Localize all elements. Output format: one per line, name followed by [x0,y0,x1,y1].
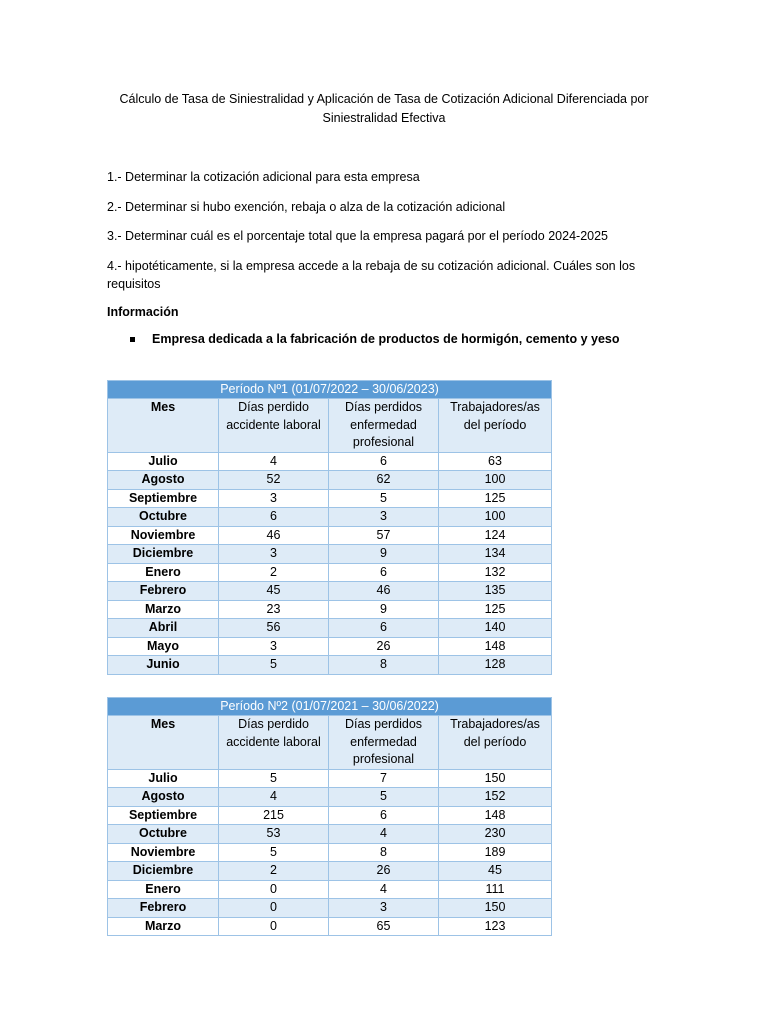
cell-trabajadores: 140 [439,619,552,638]
cell-trabajadores: 189 [439,843,552,862]
cell-accidente: 5 [219,656,329,675]
table-row [108,526,552,545]
cell-trabajadores: 100 [439,471,552,490]
cell-trabajadores: 45 [439,862,552,881]
cell-mes: Marzo [108,600,219,619]
cell-mes: Febrero [108,582,219,601]
cell-mes: Julio [108,769,219,788]
cell-mes: Mayo [108,637,219,656]
table-row [108,806,552,825]
cell-accidente: 45 [219,582,329,601]
header-accidente: Días perdido accidente laboral [219,399,329,453]
question-4: 4.- hipotéticamente, si la empresa accede a la rebaja de su cotización adicional. Cuáles son los requisitos [107,259,636,291]
header-enfermedad: Días perdidos enfermedad profesional [329,399,439,453]
table-row [108,582,552,601]
cell-accidente: 46 [219,526,329,545]
cell-accidente: 4 [219,452,329,471]
cell-mes: Enero [108,563,219,582]
cell-accidente: 0 [219,899,329,918]
cell-enfermedad: 4 [329,880,439,899]
cell-mes: Septiembre [108,806,219,825]
cell-mes: Diciembre [108,545,219,564]
cell-mes: Diciembre [108,862,219,881]
cell-trabajadores: 128 [439,656,552,675]
table-row [108,862,552,881]
table-row [108,880,552,899]
cell-mes: Noviembre [108,843,219,862]
cell-mes: Febrero [108,899,219,918]
cell-enfermedad: 26 [329,862,439,881]
cell-accidente: 56 [219,619,329,638]
bullet-text: Empresa dedicada a la fabricación de productos de hormigón, cemento y yeso [152,332,620,346]
period-1-caption: Período Nº1 (01/07/2022 – 30/06/2023) [108,381,552,399]
header-mes: Mes [108,399,219,453]
cell-enfermedad: 5 [329,788,439,807]
header-trabajadores: Trabajadores/as del período [439,399,552,453]
cell-accidente: 0 [219,880,329,899]
cell-enfermedad: 9 [329,600,439,619]
table-row [108,600,552,619]
cell-accidente: 6 [219,508,329,527]
question-3: 3.- Determinar cuál es el porcentaje total que la empresa pagará por el período 2024-2025 [107,229,609,243]
period-2-body [108,769,552,936]
cell-enfermedad: 6 [329,806,439,825]
cell-enfermedad: 4 [329,825,439,844]
cell-trabajadores: 123 [439,917,552,936]
cell-accidente: 3 [219,545,329,564]
question-2: 2.- Determinar si hubo exención, rebaja o alza de la cotización adicional [107,200,506,214]
table-row [108,788,552,807]
cell-enfermedad: 26 [329,637,439,656]
table-row [108,452,552,471]
cell-mes: Agosto [108,788,219,807]
table-row [108,508,552,527]
cell-trabajadores: 63 [439,452,552,471]
period-1-body [108,452,552,674]
cell-trabajadores: 100 [439,508,552,527]
info-heading: Información [107,305,179,319]
cell-enfermedad: 62 [329,471,439,490]
cell-enfermedad: 57 [329,526,439,545]
table-row [108,917,552,936]
cell-trabajadores: 230 [439,825,552,844]
cell-enfermedad: 65 [329,917,439,936]
cell-enfermedad: 9 [329,545,439,564]
cell-trabajadores: 148 [439,637,552,656]
cell-accidente: 5 [219,769,329,788]
cell-trabajadores: 125 [439,489,552,508]
cell-mes: Junio [108,656,219,675]
cell-mes: Julio [108,452,219,471]
cell-mes: Septiembre [108,489,219,508]
cell-trabajadores: 125 [439,600,552,619]
question-1: 1.- Determinar la cotización adicional para esta empresa [107,170,420,184]
cell-mes: Agosto [108,471,219,490]
cell-accidente: 2 [219,862,329,881]
cell-accidente: 215 [219,806,329,825]
cell-enfermedad: 7 [329,769,439,788]
cell-mes: Marzo [108,917,219,936]
cell-trabajadores: 148 [439,806,552,825]
table-row [108,656,552,675]
cell-accidente: 3 [219,489,329,508]
header-accidente: Días perdido accidente laboral [219,716,329,770]
table-row [108,489,552,508]
cell-trabajadores: 132 [439,563,552,582]
cell-mes: Octubre [108,825,219,844]
cell-enfermedad: 3 [329,508,439,527]
header-trabajadores: Trabajadores/as del período [439,716,552,770]
cell-trabajadores: 152 [439,788,552,807]
table-row [108,899,552,918]
table-row [108,471,552,490]
table-row [108,619,552,638]
cell-enfermedad: 5 [329,489,439,508]
period-2-caption: Período Nº2 (01/07/2021 – 30/06/2022) [108,698,552,716]
table-row [108,825,552,844]
header-mes: Mes [108,716,219,770]
cell-trabajadores: 150 [439,899,552,918]
bullet-item [130,332,620,346]
table-row [108,637,552,656]
cell-enfermedad: 8 [329,843,439,862]
table-row [108,545,552,564]
cell-accidente: 53 [219,825,329,844]
cell-enfermedad: 6 [329,452,439,471]
period-2-table [107,697,552,936]
cell-accidente: 52 [219,471,329,490]
cell-enfermedad: 46 [329,582,439,601]
cell-trabajadores: 111 [439,880,552,899]
period-1-table [107,380,552,675]
title-line-1: Cálculo de Tasa de Siniestralidad y Aplicación de Tasa de Cotización Adicional Diferenciada por [119,92,649,106]
cell-accidente: 3 [219,637,329,656]
header-enfermedad: Días perdidos enfermedad profesional [329,716,439,770]
square-bullet-icon [130,337,135,342]
cell-accidente: 4 [219,788,329,807]
cell-mes: Enero [108,880,219,899]
document-title [107,90,661,128]
cell-accidente: 23 [219,600,329,619]
table-row [108,843,552,862]
cell-accidente: 0 [219,917,329,936]
table-row [108,563,552,582]
cell-trabajadores: 150 [439,769,552,788]
cell-mes: Octubre [108,508,219,527]
cell-trabajadores: 124 [439,526,552,545]
cell-accidente: 5 [219,843,329,862]
cell-trabajadores: 135 [439,582,552,601]
title-line-2: Siniestralidad Efectiva [322,111,446,125]
cell-trabajadores: 134 [439,545,552,564]
cell-enfermedad: 6 [329,619,439,638]
cell-enfermedad: 3 [329,899,439,918]
cell-enfermedad: 6 [329,563,439,582]
cell-mes: Abril [108,619,219,638]
cell-enfermedad: 8 [329,656,439,675]
table-row [108,769,552,788]
cell-accidente: 2 [219,563,329,582]
cell-mes: Noviembre [108,526,219,545]
